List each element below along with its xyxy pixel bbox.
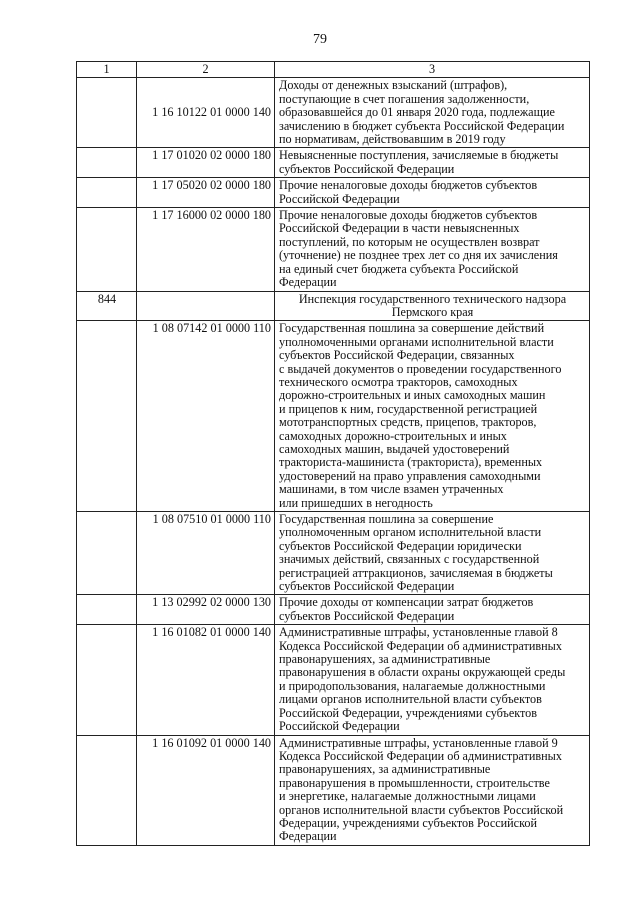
revenue-description-cell: Прочие доходы от компенсации затрат бюджетов субъектов Российской Федерации	[275, 595, 590, 625]
administrator-code-cell: 844	[77, 291, 137, 321]
administrator-code-cell	[77, 148, 137, 178]
revenue-description-cell: Доходы от денежных взысканий (штрафов), поступающие в счет погашения задолженности, образовавшейся до 01 января 2020 года, подлежащие зачислению в бюджет субъекта Российской Федерации по нормативам, действовавшим в 2019 году	[275, 78, 590, 148]
table-row	[77, 291, 590, 321]
table-row	[77, 321, 590, 512]
administrator-code-cell	[77, 512, 137, 595]
table-row	[77, 208, 590, 291]
page-number: 79	[313, 32, 327, 47]
administrator-code-cell	[77, 208, 137, 291]
revenue-description-cell: Невыясненные поступления, зачисляемые в бюджеты субъектов Российской Федерации	[275, 148, 590, 178]
table-body	[77, 78, 590, 845]
revenue-description-cell: Государственная пошлина за совершение действий уполномоченными органами исполнительной власти субъектов Российской Федерации, связанных с выдачей документов о проведении государственного технического осмотра тракторов, самоходных дорожно-строительных и иных самоходных машин и прицепов к ним, государственной регистрацией мототранспортных средств, прицепов, тракторов, самоходных дорожно-строительных и иных самоходных машин, выдачей удостоверений тракториста-машиниста (тракториста), временных удостоверений на право управления самоходными машинами, в том числе взамен утраченных или пришедших в негодность	[275, 321, 590, 512]
table-row	[77, 178, 590, 208]
budget-classification-code-cell: 1 16 01092 01 0000 140	[137, 735, 275, 845]
budget-classification-code-cell: 1 17 05020 02 0000 180	[137, 178, 275, 208]
revenue-sources-table	[76, 61, 590, 846]
budget-classification-code-cell: 1 16 01082 01 0000 140	[137, 625, 275, 735]
budget-classification-code-cell: 1 17 16000 02 0000 180	[137, 208, 275, 291]
revenue-description-cell: Инспекция государственного технического надзора Пермского края	[275, 291, 590, 321]
budget-classification-code-cell	[137, 291, 275, 321]
table-header-row	[77, 62, 590, 78]
revenue-description-cell: Государственная пошлина за совершение уполномоченным органом исполнительной власти субъектов Российской Федерации юридически значимых действий, связанных с государственной регистрацией аттракционов, зачисляемая в бюджеты субъектов Российской Федерации	[275, 512, 590, 595]
revenue-description-cell: Прочие неналоговые доходы бюджетов субъектов Российской Федерации	[275, 178, 590, 208]
administrator-code-cell	[77, 595, 137, 625]
budget-classification-code-cell: 1 16 10122 01 0000 140	[137, 78, 275, 148]
table-row	[77, 595, 590, 625]
table-row	[77, 148, 590, 178]
budget-classification-code-cell: 1 13 02992 02 0000 130	[137, 595, 275, 625]
budget-classification-code-cell: 1 08 07510 01 0000 110	[137, 512, 275, 595]
table-row	[77, 78, 590, 148]
revenue-description-cell: Административные штрафы, установленные главой 9 Кодекса Российской Федерации об административных правонарушениях, за административные правонарушения в промышленности, строительстве и энергетике, налагаемые должностными лицами органов исполнительной власти субъектов Российской Федерации, учреждениями субъектов Российской Федерации	[275, 735, 590, 845]
column-header-2: 2	[137, 62, 275, 78]
administrator-code-cell	[77, 625, 137, 735]
table-row	[77, 625, 590, 735]
table-row	[77, 512, 590, 595]
administrator-code-cell	[77, 178, 137, 208]
budget-classification-code-cell: 1 17 01020 02 0000 180	[137, 148, 275, 178]
column-header-1: 1	[77, 62, 137, 78]
administrator-code-cell	[77, 735, 137, 845]
revenue-description-cell: Административные штрафы, установленные главой 8 Кодекса Российской Федерации об административных правонарушениях, за административные правонарушения в области охраны окружающей среды и природопользования, налагаемые должностными лицами органов исполнительной власти субъектов Российской Федерации, учреждениями субъектов Российской Федерации	[275, 625, 590, 735]
revenue-description-cell: Прочие неналоговые доходы бюджетов субъектов Российской Федерации в части невыясненных поступлений, по которым не осуществлен возврат (уточнение) не позднее трех лет со дня их зачисления на единый счет бюджета субъекта Российской Федерации	[275, 208, 590, 291]
table-row	[77, 735, 590, 845]
administrator-code-cell	[77, 78, 137, 148]
column-header-3: 3	[275, 62, 590, 78]
administrator-code-cell	[77, 321, 137, 512]
budget-classification-code-cell: 1 08 07142 01 0000 110	[137, 321, 275, 512]
